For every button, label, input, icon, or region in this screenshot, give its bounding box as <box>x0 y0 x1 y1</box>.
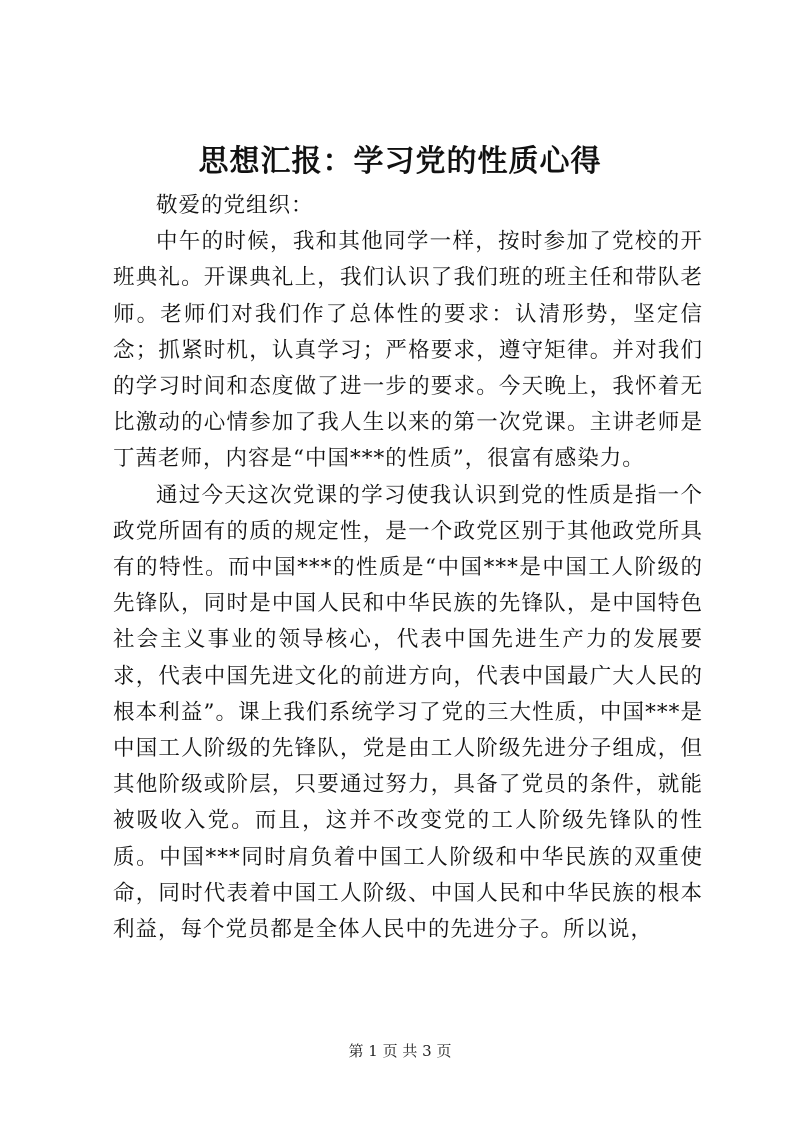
paragraph-1: 中午的时候，我和其他同学一样，按时参加了党校的开班典礼。开课典礼上，我们认识了我们班的班主任和带队老师。老师们对我们作了总体性的要求：认清形势，坚定信念；抓紧时机，认真学习；严格要求，遵守矩律。并对我们的学习时间和态度做了进一步的要求。今天晚上，我怀着无比激动的心情参加了我人生以来的第一次党课。主讲老师是丁茜老师，内容是“中国***的性质”，很富有感染力。 <box>113 229 703 472</box>
page-footer: 第 1 页 共 3 页 <box>348 1042 452 1060</box>
document-body <box>113 188 703 948</box>
document-title: 思想汇报：学习党的性质心得 <box>198 144 602 179</box>
salutation: 敬爱的党组织： <box>156 193 314 218</box>
paragraph-2: 通过今天这次党课的学习使我认识到党的性质是指一个政党所固有的质的规定性，是一个政党区别于其他政党所具有的特性。而中国***的性质是“中国***是中国工人阶级的先锋队，同时是中国人民和中华民族的先锋队，是中国特色社会主义事业的领导核心，代表中国先进生产力的发展要求，代表中国先进文化的前进方向，代表中国最广大人民的根本利益”。课上我们系统学习了党的三大性质，中国***是中国工人阶级的先锋队，党是由工人阶级先进分子组成，但其他阶级或阶层，只要通过努力，具备了党员的条件，就能被吸收入党。而且，这并不改变党的工人阶级先锋队的性质。中国***同时肩负着中国工人阶级和中华民族的双重使命，同时代表着中国工人阶级、中国人民和中华民族的根本利益，每个党员都是全体人民中的先进分子。所以说， <box>113 482 703 943</box>
